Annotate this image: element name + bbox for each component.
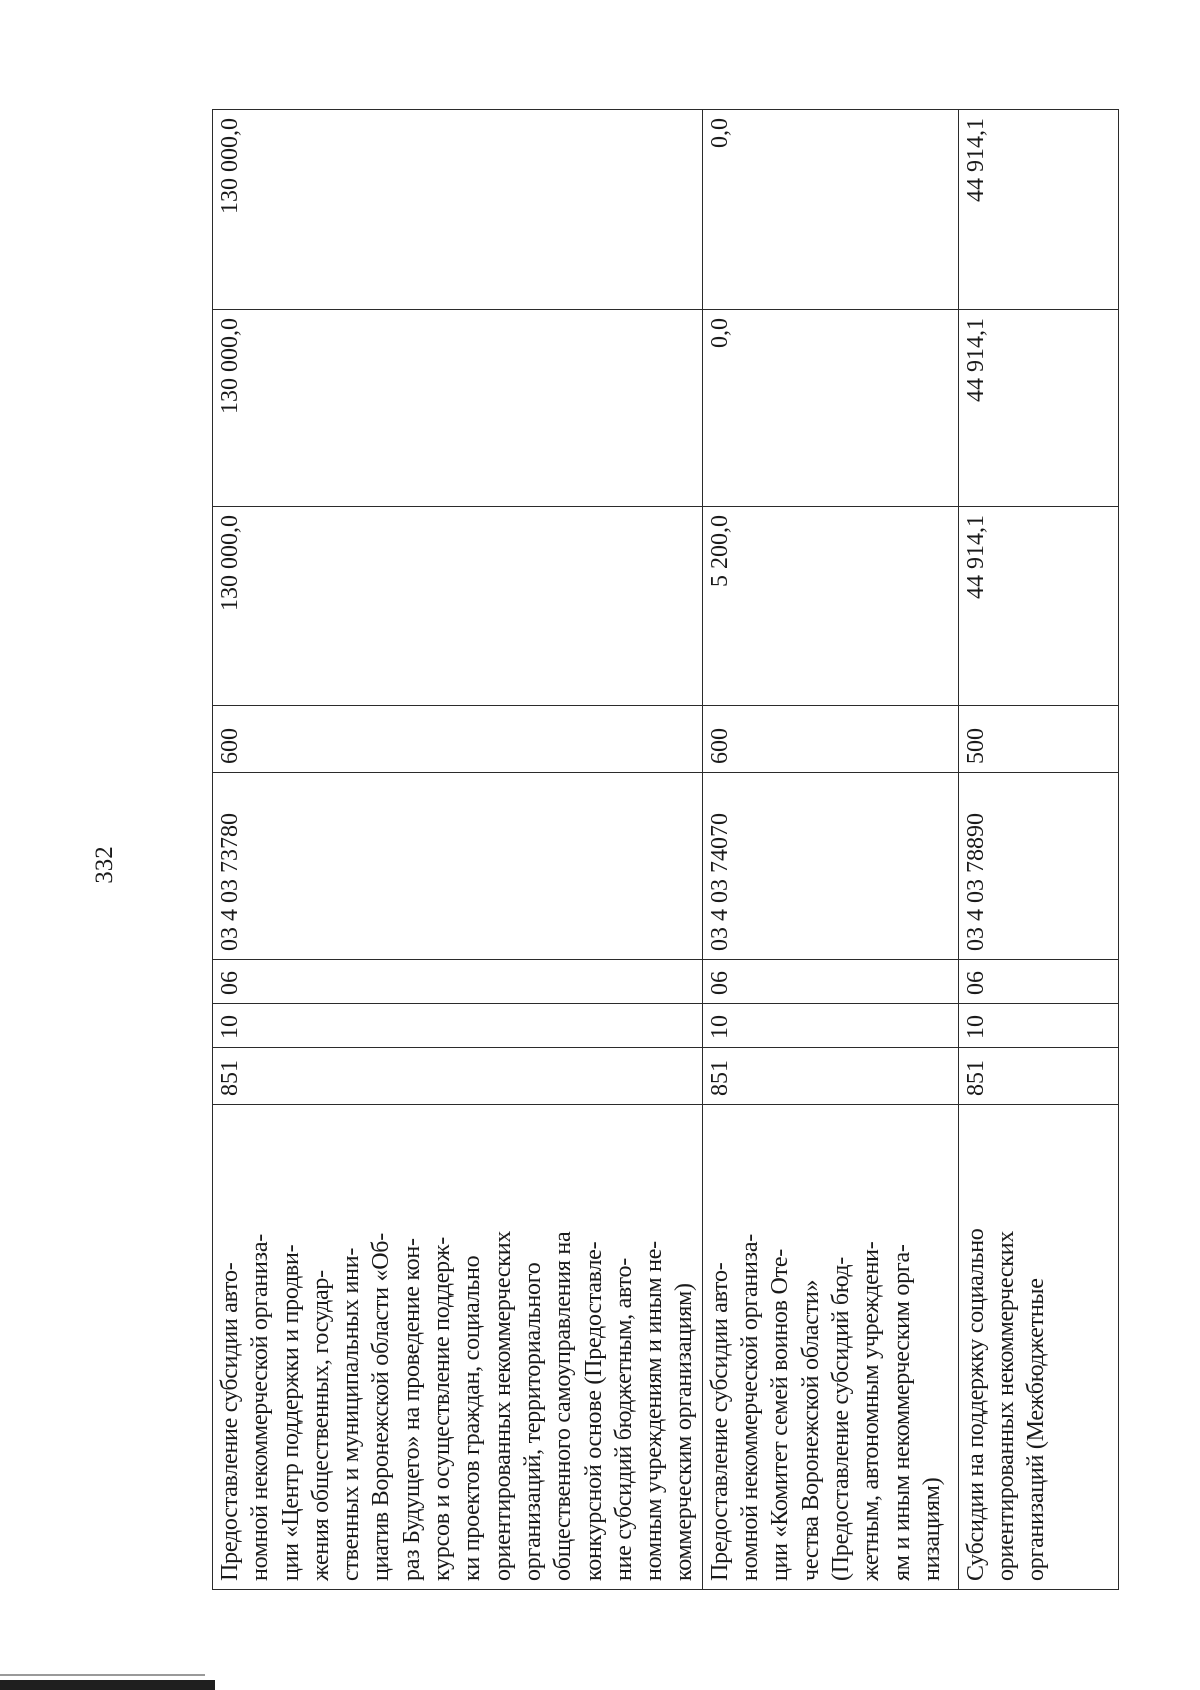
year3-amount: 0,0 — [702, 110, 958, 310]
table-row — [958, 110, 1118, 1590]
csr-cell: 03 4 03 73780 — [213, 773, 703, 960]
year2-amount: 0,0 — [702, 310, 958, 507]
year1-amount: 130 000,0 — [213, 507, 703, 706]
vr-cell: 600 — [213, 706, 703, 773]
scan-edge-line — [0, 1674, 205, 1676]
year3-amount: 44 914,1 — [958, 110, 1118, 310]
pr-cell: 06 — [213, 960, 703, 1004]
rz-cell: 10 — [213, 1004, 703, 1048]
year1-amount: 44 914,1 — [958, 507, 1118, 706]
budget-table — [212, 109, 1119, 1590]
row-description: Предоставление субсидии авто- номной некоммерческой организа- ции «Комитет семей воинов Оте- чества Воронежской области» (Предоставление субсидий бюд- жетным, автономным учреждени- ям и иным некоммерческим орга- низациям) — [702, 1105, 958, 1590]
page-number-text: 332 — [91, 846, 118, 884]
year3-amount: 130 000,0 — [213, 110, 703, 310]
scan-edge-bar — [0, 1680, 215, 1690]
year2-amount: 130 000,0 — [213, 310, 703, 507]
rz-cell: 10 — [702, 1004, 958, 1048]
rz-cell: 10 — [958, 1004, 1118, 1048]
gr-cell: 851 — [958, 1048, 1118, 1105]
pr-cell: 06 — [702, 960, 958, 1004]
pr-cell: 06 — [958, 960, 1118, 1004]
row-description: Субсидии на поддержку социально ориентированных некоммерческих организаций (Межбюджетные — [958, 1105, 1118, 1590]
table-row — [213, 110, 703, 1590]
row-description: Предоставление субсидии авто- номной некоммерческой организа- ции «Центр поддержки и продви- жения общественных, государ- ственных и муниципальных ини- циатив Воронежской области «Об- раз Будущего» на проведение кон- курсов и осуществление поддерж- ки проектов граждан, социально ориентированных некоммерческих организаций, территориального общественного самоуправления на конкурсной основе (Предоставле- ние субсидий бюджетным, авто- номным учреждениям и иным не- коммерческим организациям) — [213, 1105, 703, 1590]
gr-cell: 851 — [702, 1048, 958, 1105]
budget-table-container — [212, 110, 1115, 1590]
page-number — [85, 835, 125, 895]
csr-cell: 03 4 03 74070 — [702, 773, 958, 960]
year1-amount: 5 200,0 — [702, 507, 958, 706]
table-row — [702, 110, 958, 1590]
year2-amount: 44 914,1 — [958, 310, 1118, 507]
csr-cell: 03 4 03 78890 — [958, 773, 1118, 960]
vr-cell: 500 — [958, 706, 1118, 773]
vr-cell: 600 — [702, 706, 958, 773]
gr-cell: 851 — [213, 1048, 703, 1105]
